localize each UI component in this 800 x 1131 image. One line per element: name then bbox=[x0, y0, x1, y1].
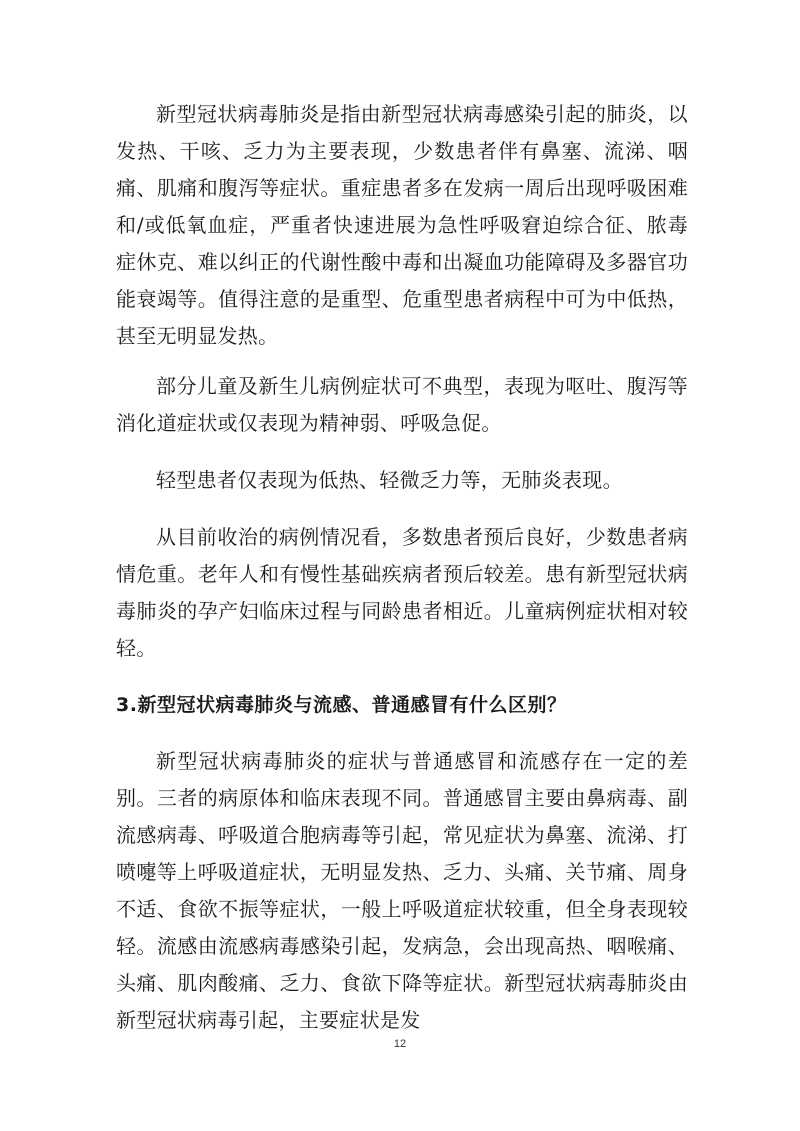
document-body bbox=[116, 96, 688, 1039]
paragraph-symptoms: 新型冠状病毒肺炎是指由新型冠状病毒感染引起的肺炎，以发热、干咳、乏力为主要表现，少数患者伴有鼻塞、流涕、咽痛、肌痛和腹泻等症状。重症患者多在发病一周后出现呼吸困难和/或低氧血症，严重者快速进展为急性呼吸窘迫综合征、脓毒症休克、难以纠正的代谢性酸中毒和出凝血功能障碍及多器官功能衰竭等。值得注意的是重型、危重型患者病程中可为中低热，甚至无明显发热。 bbox=[116, 102, 688, 348]
page-number: 12 bbox=[393, 1038, 407, 1050]
paragraph-children: 部分儿童及新生儿病例症状可不典型，表现为呕吐、腹泻等消化道症状或仅表现为精神弱、呼吸急促。 bbox=[116, 374, 688, 435]
paragraph-mild-cases: 轻型患者仅表现为低热、轻微乏力等，无肺炎表现。 bbox=[156, 468, 623, 492]
paragraph-prognosis: 从目前收治的病例情况看，多数患者预后良好，少数患者病情危重。老年人和有慢性基础疾病者预后较差。患有新型冠状病毒肺炎的孕产妇临床过程与同龄患者相近。儿童病例症状相对较轻。 bbox=[116, 525, 688, 660]
section-heading: 3.新型冠状病毒肺炎与流感、普通感冒有什么区别？ bbox=[116, 694, 567, 716]
paragraph-differences: 新型冠状病毒肺炎的症状与普通感冒和流感存在一定的差别。三者的病原体和临床表现不同。普通感冒主要由鼻病毒、副流感病毒、呼吸道合胞病毒等引起，常见症状为鼻塞、流涕、打喷嚏等上呼吸道症状，无明显发热、乏力、头痛、关节痛、周身不适、食欲不振等症状，一般上呼吸道症状较重，但全身表现较轻。流感由流感病毒感染引起，发病急，会出现高热、咽喉痛、头痛、肌肉酸痛、乏力、食欲下降等症状。新型冠状病毒肺炎由新型冠状病毒引起，主要症状是发 bbox=[116, 749, 688, 1032]
